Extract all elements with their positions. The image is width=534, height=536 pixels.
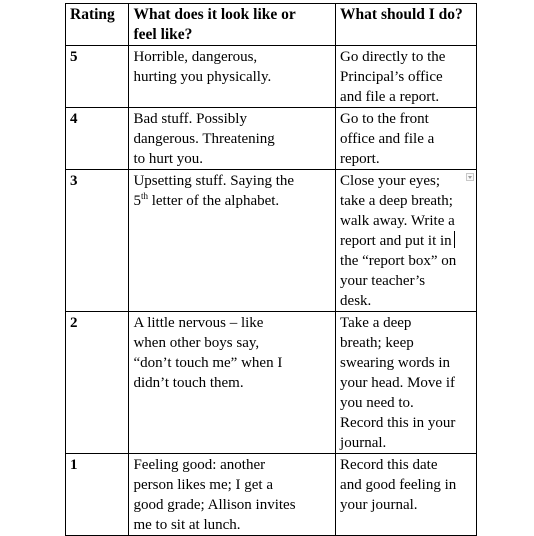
text-caret <box>454 231 455 248</box>
cell-line: breath; keep <box>340 335 414 351</box>
cell-line: and file a report. <box>340 89 440 105</box>
header-look-feel <box>129 4 336 46</box>
cell-line: me to sit at lunch. <box>133 517 241 533</box>
cell-line: and good feeling in <box>340 477 457 493</box>
rating-cell: 1 <box>66 454 129 536</box>
cell-line: “don’t touch me” when I <box>133 355 283 371</box>
cell-line: Upsetting stuff. Saying the <box>133 173 295 189</box>
header-look-line2: feel like? <box>133 26 193 43</box>
cell-line: Go to the front <box>340 111 429 127</box>
header-what-to-do: What should I do? <box>336 4 477 46</box>
cell-line: A little nervous – like <box>133 315 264 331</box>
cell-line: Go directly to the <box>340 49 446 65</box>
cell-line: the “report box” on <box>340 253 457 269</box>
cell-line: office and file a <box>340 131 435 147</box>
do-cell[interactable] <box>336 170 477 312</box>
table-row-rating-3 <box>66 170 477 312</box>
cell-line: Principal’s office <box>340 69 443 85</box>
cell-line: Horrible, dangerous, <box>133 49 258 65</box>
cell-line: walk away. Write a <box>340 213 455 229</box>
cell-line: good grade; Allison invites <box>133 497 296 513</box>
cell-line: didn’t touch them. <box>133 375 244 391</box>
cell-line <box>133 191 331 211</box>
do-cell <box>336 46 477 108</box>
cell-line: Feeling good: another <box>133 457 266 473</box>
table-row-rating-4 <box>66 108 477 170</box>
cell-line: desk. <box>340 293 372 309</box>
cell-line: Take a deep <box>340 315 412 331</box>
rating-cell: 4 <box>66 108 129 170</box>
rating-table <box>65 3 477 536</box>
ordinal-number: 5 <box>133 193 141 209</box>
cell-line: person likes me; I get a <box>133 477 274 493</box>
cell-line: your head. Move if <box>340 375 455 391</box>
cell-line: your journal. <box>340 497 418 513</box>
ordinal-rest: letter of the alphabet. <box>147 193 280 209</box>
dropdown-arrow-icon[interactable] <box>466 173 474 181</box>
look-cell <box>129 454 336 536</box>
cell-line: dangerous. Threatening <box>133 131 275 147</box>
header-look-line1: What does it look like or <box>133 6 296 23</box>
cell-line: when other boys say, <box>133 335 260 351</box>
table-row-rating-5 <box>66 46 477 108</box>
do-cell <box>336 108 477 170</box>
cell-line: Close your eyes; <box>340 173 441 189</box>
cell-line: journal. <box>340 435 387 451</box>
do-cell <box>336 454 477 536</box>
header-row <box>66 4 477 46</box>
table-row-rating-1 <box>66 454 477 536</box>
do-cell <box>336 312 477 454</box>
cell-line: to hurt you. <box>133 151 204 167</box>
look-cell <box>129 170 336 312</box>
look-cell <box>129 46 336 108</box>
look-cell <box>129 312 336 454</box>
cell-line: take a deep breath; <box>340 193 453 209</box>
table-row-rating-2 <box>66 312 477 454</box>
cell-line: hurting you physically. <box>133 69 272 85</box>
rating-cell: 5 <box>66 46 129 108</box>
cell-line: Record this in your <box>340 415 456 431</box>
cell-line: report and put it in <box>340 231 472 251</box>
look-cell <box>129 108 336 170</box>
cell-line: report. <box>340 151 380 167</box>
cell-line: Bad stuff. Possibly <box>133 111 247 127</box>
rating-cell: 2 <box>66 312 129 454</box>
cell-line: swearing words in <box>340 355 451 371</box>
header-rating: Rating <box>66 4 129 46</box>
cell-line: you need to. <box>340 395 414 411</box>
cell-line: Record this date <box>340 457 438 473</box>
ordinal-suffix: th <box>140 191 148 201</box>
rating-cell: 3 <box>66 170 129 312</box>
cell-line: your teacher’s <box>340 273 426 289</box>
